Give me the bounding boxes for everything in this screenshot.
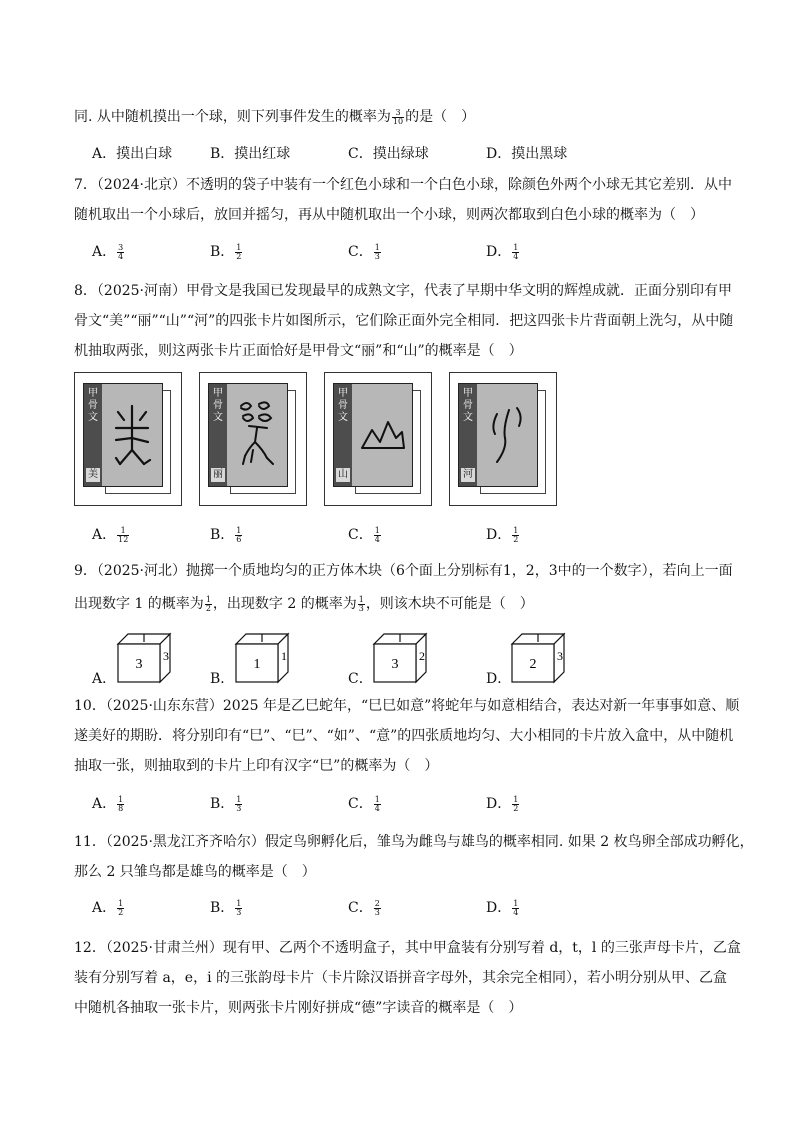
svg-text:3: 3	[135, 657, 143, 672]
q11-options	[92, 898, 732, 922]
cube-icon	[114, 630, 178, 686]
q9-fraction-1: $\frac{1}{2}$	[205, 594, 211, 613]
q10-option-d[interactable]: D． $\frac{1}{2}$	[486, 794, 519, 813]
q6-options	[92, 144, 732, 168]
oracle-card-li	[199, 372, 307, 506]
q6-stem-tail	[74, 107, 475, 127]
q8-stem-line1: 8．（2025·河南）甲骨文是我国已发现最早的成熟文字，代表了早期中华文明的辉煌成就．正面分别印有甲	[74, 283, 732, 299]
svg-text:1: 1	[253, 657, 261, 672]
q8-option-a[interactable]: A． $\frac{1}{12}$	[92, 525, 129, 544]
q9-stem-line1: 9．（2025·河北）抛掷一个质地均匀的正方体木块（6个面上分别标有1，2，3中的一个数字），若向上一面	[74, 563, 733, 579]
q6-option-a[interactable]: A．摸出白球	[92, 146, 173, 162]
card-front	[458, 383, 538, 487]
q9-stem-line2: 出现数字 1 的概率为 $\frac{1}{2}$ ，出现数字 2 的概率为 $\frac{1}{3}$ ，则该木块不可能是（ ）	[74, 594, 534, 613]
oracle-glyph-shan-icon	[354, 392, 410, 478]
svg-text:2: 2	[419, 649, 425, 663]
q8-option-b[interactable]: B． $\frac{1}{6}$	[210, 525, 242, 544]
q10-stem-line3: 抽取一张，则抽取到的卡片上印有汉字“巳”的概率为（ ）	[74, 758, 439, 774]
q12-stem-line1: 12．（2025·甘肃兰州）现有甲、乙两个不透明盒子，其中甲盒装有分别写着 d，t，l 的三张声母卡片，乙盒	[74, 940, 741, 956]
svg-text:2: 2	[529, 657, 537, 672]
q7-option-d[interactable]: D． $\frac{1}{4}$	[486, 242, 519, 261]
q7-stem-line1: 7．（2024·北京）不透明的袋子中装有一个红色小球和一个白色小球，除颜色外两个小球无其它差别．从中	[74, 177, 732, 193]
q11-option-a[interactable]: A． $\frac{1}{2}$	[92, 898, 124, 917]
q12-stem-line2: 装有分别写着 a，e，i 的三张韵母卡片（卡片除汉语拼音字母外，其余完全相同），若小明分别从甲、乙盒	[74, 970, 728, 986]
q10-stem-line1: 10．（2025·山东东营）2025 年是乙巳蛇年，“巳巳如意”将蛇年与如意相结合，表达对新一年事事如意、顺	[74, 698, 740, 714]
card-strip	[334, 384, 352, 486]
card-front	[83, 383, 163, 487]
q7-option-a[interactable]: A． $\frac{3}{4}$	[92, 242, 124, 261]
svg-text:3: 3	[163, 649, 169, 663]
oracle-glyph-he-icon	[479, 392, 535, 478]
svg-text:1: 1	[281, 649, 287, 663]
q10-options	[92, 794, 732, 818]
card-character: 美	[88, 469, 98, 480]
q12-stem-line3: 中随机各抽取一张卡片，则两张卡片刚好拼成“德”字读音的概率是（ ）	[74, 1000, 523, 1016]
q11-stem-line1: 11．（2025·黑龙江齐齐哈尔）假定鸟卵孵化后，雏鸟为雌鸟与雄鸟的概率相同. 如果 2 枚鸟卵全部成功孵化，	[74, 834, 754, 850]
worksheet-page: 同. 从中随机摸出一个球，则下列事件发生的概率为 $\frac{3}{10}$ 的是（ ） A．摸出白球 B．摸出红球 C．摸出绿球 D．摸出黑球 7．（2024·北京）不透明的袋子中装有一个红色小球和一个白色小球，除颜色外两个小球无其它差别．从中 随机取出一个小球后，放回并摇匀，再从中随机取出一个小球，则两次都取到白色小球的概率为（ ） A． $\frac{3}{4}$ B． $\frac{1}{2}$ C． $\frac{1}{3}$ D． $\frac{1}{4}$ 8．（2025·河南）甲骨文是我国已发现最早的成熟文字，代表了早期中华文明的辉煌成就．正面分别印有甲 骨文“美”“丽”“山”“河”的四张卡片如图所示，它们除正面外完全相同．把这四张卡片背面朝上洗匀，从中随 机抽取两张，则这两张卡片正面恰好是甲骨文“丽”和“山”的概率是（ ） 甲骨文 美 甲骨文 丽 甲骨文 山 甲骨文 河 A． $\frac{1}{12}$ B． $\frac{1}{6}$ C． $\frac{1}{4}$ D． $\frac{1}{2}$ 9．（2025·河北）抛掷一个质地均匀的正方体木块（6个面上分别标有1，2，3中的一个数字），若向上一面 出现数字 1 的概率为 $\frac{1}{2}$ ，出现数字 2 的概率为 $\frac{1}{3}$ ，则该木块不可能是（ ） A． 3 3 B． 1 1 C． 3 2 D． 2 3 10．（2025·山东东营）2025 年是乙巳蛇年，“巳巳如意”将蛇年与如意相结合，表达对新一年事事如意、顺 遂美好的期盼．将分别印有“巳”、“巳”、“如”、“意”的四张质地均匀、大小相同的卡片放入盒中，从中随机 抽取一张，则抽取到的卡片上印有汉字“巳”的概率为（ ） A． $\frac{1}{8}$ B． $\frac{1}{3}$ C． $\frac{1}{4}$ D． $\frac{1}{2}$ 11．（2025·黑龙江齐齐哈尔）假定鸟卵孵化后，雏鸟为雌鸟与雄鸟的概率相同. 如果 2 枚鸟卵全部成功孵化， 那么 2 只雏鸟都是雄鸟的概率是（ ） A． $\frac{1}{2}$ B． $\frac{1}{3}$ C． $\frac{2}{3}$ D． $\frac{1}{4}$ 12．（2025·甘肃兰州）现有甲、乙两个不透明盒子，其中甲盒装有分别写着 d，t，l 的三张声母卡片，乙盒 装有分别写着 a，e，i 的三张韵母卡片（卡片除汉语拼音字母外，其余完全相同），若小明分别从甲、乙盒 中随机各抽取一张卡片，则两张卡片刚好拼成“德”字读音的概率是（ ）	[74, 107, 754, 1016]
card-front	[333, 383, 413, 487]
q6-option-b[interactable]: B．摸出红球	[210, 146, 291, 162]
q8-option-d[interactable]: D． $\frac{1}{2}$	[486, 525, 519, 544]
q8-option-c[interactable]: C． $\frac{1}{4}$	[348, 525, 380, 544]
cube-icon	[232, 630, 296, 686]
q10-stem-line2: 遂美好的期盼．将分别印有“巳”、“巳”、“如”、“意”的四张质地均匀、大小相同的卡片放入盒中，从中随机	[74, 728, 734, 744]
q11-option-c[interactable]: C． $\frac{2}{3}$	[348, 898, 380, 917]
q9-fraction-2: $\frac{1}{3}$	[358, 594, 364, 613]
q7-option-c[interactable]: C． $\frac{1}{3}$	[348, 242, 380, 261]
q6-text: 同. 从中随机摸出一个球，则下列事件发生的概率为	[74, 109, 391, 125]
q7-stem-line2: 随机取出一个小球后，放回并摇匀，再从中随机取出一个小球，则两次都取到白色小球的概率为（ ）	[74, 207, 704, 223]
oracle-glyph-li-icon	[229, 392, 285, 478]
svg-text:3: 3	[557, 649, 563, 663]
q11-option-d[interactable]: D． $\frac{1}{4}$	[486, 898, 519, 917]
svg-text:3: 3	[391, 657, 399, 672]
card-strip	[84, 384, 102, 486]
q7-option-b[interactable]: B． $\frac{1}{2}$	[210, 242, 242, 261]
oracle-glyph-mei-icon	[104, 392, 160, 478]
card-character: 山	[338, 469, 348, 480]
q11-stem-line2: 那么 2 只雏鸟都是雄鸟的概率是（ ）	[74, 864, 316, 880]
q8-options	[92, 525, 732, 549]
q10-option-a[interactable]: A． $\frac{1}{8}$	[92, 794, 124, 813]
q11-option-b[interactable]: B． $\frac{1}{3}$	[210, 898, 242, 917]
q8-stem-line2: 骨文“美”“丽”“山”“河”的四张卡片如图所示，它们除正面外完全相同．把这四张卡片背面朝上洗匀，从中随	[74, 313, 734, 329]
card-strip	[209, 384, 227, 486]
q10-option-c[interactable]: C． $\frac{1}{4}$	[348, 794, 380, 813]
oracle-card-shan	[324, 372, 432, 506]
card-label: 甲骨文	[213, 388, 223, 423]
q6-fraction: $\frac{3}{10}$	[392, 107, 404, 126]
card-character: 丽	[213, 469, 223, 480]
oracle-card-he	[449, 372, 557, 506]
card-label: 甲骨文	[338, 388, 348, 423]
q7-options	[92, 242, 732, 266]
cube-icon	[508, 630, 572, 686]
card-label: 甲骨文	[88, 388, 98, 423]
cube-icon	[370, 630, 434, 686]
card-front	[208, 383, 288, 487]
card-strip	[459, 384, 477, 486]
card-character: 河	[463, 469, 473, 480]
q6-text-end: 的是（ ）	[405, 109, 476, 125]
q8-stem-line3: 机抽取两张，则这两张卡片正面恰好是甲骨文“丽”和“山”的概率是（ ）	[74, 343, 523, 359]
q10-option-b[interactable]: B． $\frac{1}{3}$	[210, 794, 242, 813]
card-label: 甲骨文	[463, 388, 473, 423]
oracle-card-mei	[74, 372, 182, 506]
q6-option-c[interactable]: C．摸出绿球	[348, 146, 429, 162]
q6-option-d[interactable]: D．摸出黑球	[486, 146, 568, 162]
